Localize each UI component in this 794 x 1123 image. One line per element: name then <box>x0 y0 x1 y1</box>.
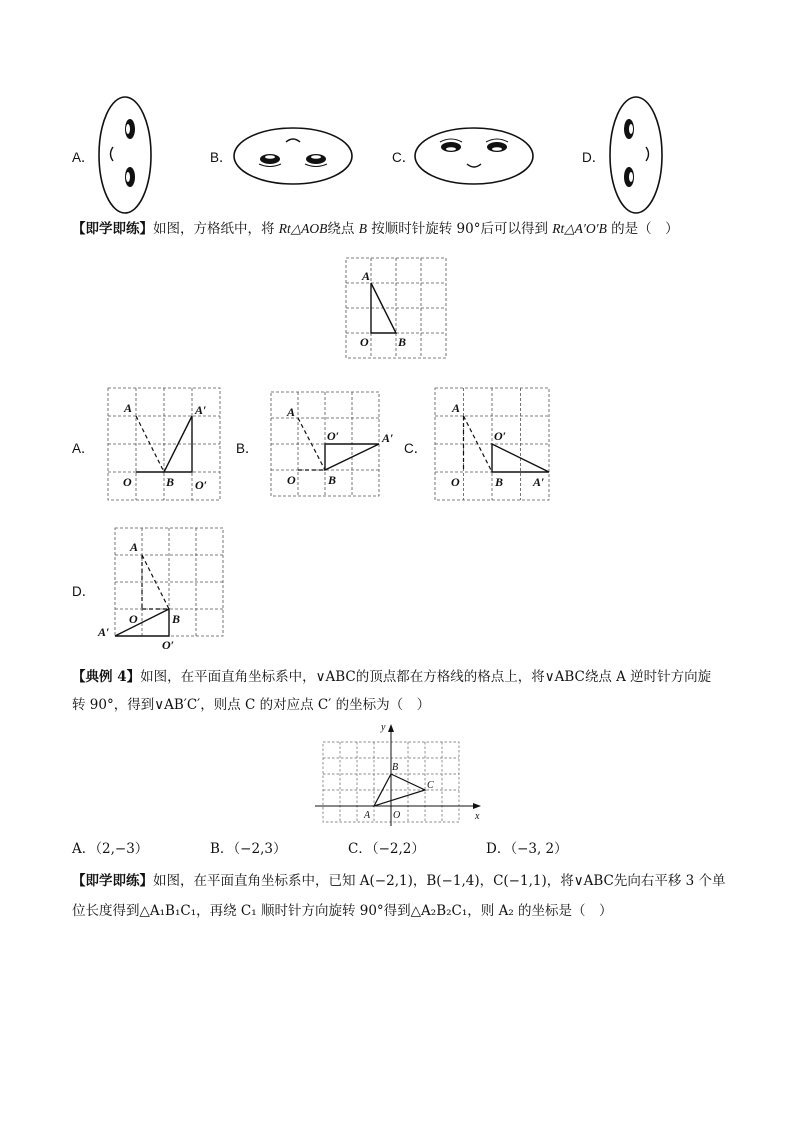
od-label-a: A <box>130 540 139 554</box>
practice2-line1 <box>72 870 726 892</box>
oa-label-b: B <box>166 475 175 489</box>
practice1-text2: 绕点 <box>327 221 355 237</box>
oa-label-a: A <box>124 401 133 415</box>
p1-option-d-figure <box>98 528 223 652</box>
ref-label-b: B <box>398 335 407 349</box>
coord-label-b: B <box>392 762 399 773</box>
practice1-tag: 【即学即练】 <box>72 221 153 237</box>
ob-label-a-prime: A′ <box>382 431 394 445</box>
practice1-point: B <box>358 221 367 236</box>
p1-option-c-label: C． <box>404 441 428 456</box>
reference-grid-figure <box>346 258 446 358</box>
example4-line1 <box>72 666 711 688</box>
e4-answer-d: D．（−3, 2） <box>486 841 568 857</box>
e4-answer-c: C．（−2,2） <box>348 841 425 857</box>
ob-label-b: B <box>328 473 337 487</box>
practice2-line2: 位长度得到△A₁B₁C₁，再绕 C₁ 顺时针方向旋转 90°得到△A₂B₂C₁，则 A₂ 的坐标是（ ） <box>72 903 613 919</box>
face-option-d-label: D． <box>582 150 606 165</box>
practice1-question <box>72 218 679 240</box>
practice1-text4: 的是（ ） <box>611 221 679 237</box>
oa-label-o-prime: O′ <box>195 478 208 492</box>
practice2-text1: 如图，在平面直角坐标系中，已知 A(−2,1)，B(−1,4)，C(−1,1)，将∨ABC先向右平移 3 个单 <box>153 873 726 889</box>
oa-label-o: O <box>123 475 132 489</box>
ref-label-o: O <box>360 335 369 349</box>
face-d-image <box>608 95 664 215</box>
example4-line2: 转 90°，得到∨AB′C′，则点 C 的对应点 C′ 的坐标为（ ） <box>72 697 431 713</box>
oc-label-a: A <box>452 401 461 415</box>
p1-option-a-label: A． <box>72 441 95 456</box>
od-label-o: O <box>129 612 138 626</box>
ob-label-o-prime: O′ <box>327 429 340 443</box>
oc-label-o: O <box>451 475 460 489</box>
p1-option-d-label: D． <box>72 584 96 599</box>
ref-label-a: A <box>362 269 371 283</box>
p1-option-c-figure <box>435 388 549 500</box>
coord-label-a: A <box>364 810 371 821</box>
face-a-image <box>97 95 153 215</box>
coord-label-c: C <box>427 780 434 791</box>
e4-answer-b: B．（−2,3） <box>210 841 287 857</box>
oc-label-o-prime: O′ <box>494 429 507 443</box>
coord-label-o: O <box>393 810 401 821</box>
face-option-b-label: B． <box>210 150 233 165</box>
e4-answer-a: A．（2,−3） <box>72 841 149 857</box>
ob-label-o: O <box>287 473 296 487</box>
practice1-text3: 按顺时针旋转 90°后可以得到 <box>371 221 548 237</box>
practice2-tag: 【即学即练】 <box>72 873 153 889</box>
oa-label-a-prime: A′ <box>195 403 207 417</box>
oc-label-a-prime: A′ <box>533 475 545 489</box>
od-label-a-prime: A′ <box>98 625 110 639</box>
face-b-image <box>232 126 354 186</box>
coordinate-figure <box>315 722 485 822</box>
practice1-rt1: Rt△AOB <box>278 221 328 236</box>
od-label-b: B <box>172 612 181 626</box>
example4-text1: 如图，在平面直角坐标系中，∨ABC的顶点都在方格线的格点上，将∨ABC绕点 A 逆时针方向旋 <box>140 669 712 685</box>
coord-label-x: x <box>475 811 480 822</box>
p1-option-b-label: B． <box>236 441 259 456</box>
face-option-a-label: A． <box>72 150 95 165</box>
practice1-text1: 如图，方格纸中，将 <box>153 221 275 237</box>
p1-option-b-figure <box>271 392 394 496</box>
example4-tag: 【典例 4】 <box>72 669 141 685</box>
face-option-c-label: C． <box>392 150 416 165</box>
p1-option-a-figure <box>108 388 220 500</box>
od-label-o-prime: O′ <box>162 638 175 652</box>
oc-label-b: B <box>495 475 504 489</box>
coord-label-y: y <box>381 722 386 733</box>
practice1-rt2: Rt△A′O′B <box>552 221 607 236</box>
face-c-image <box>413 126 535 186</box>
ob-label-a: A <box>287 405 296 419</box>
